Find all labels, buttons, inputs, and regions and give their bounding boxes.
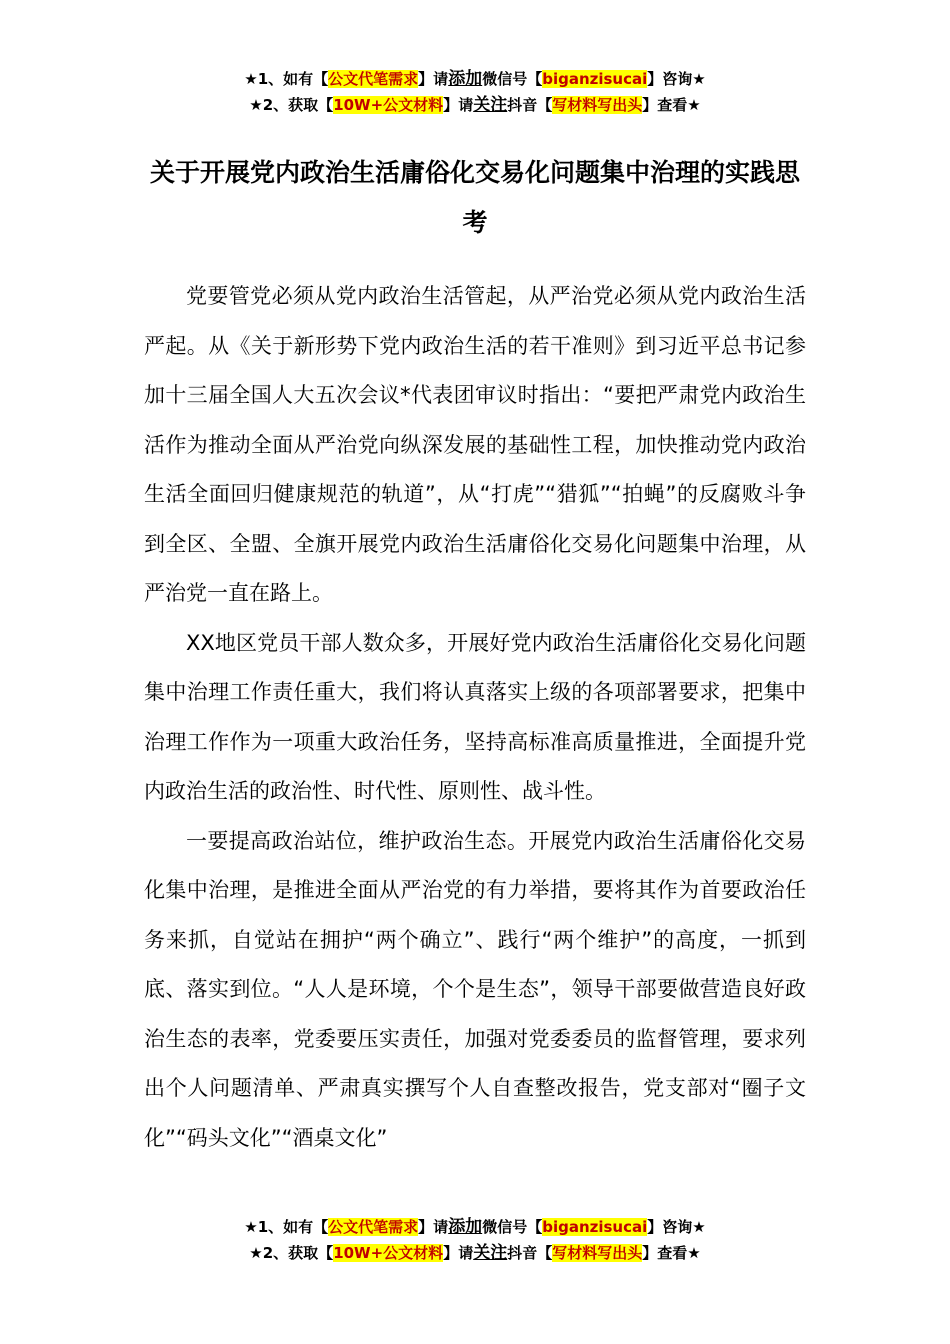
- highlight-materials: 10W+公文材料: [333, 1244, 444, 1262]
- paragraph: 党要管党必须从党内政治生活管起，从严治党必须从党内政治生活严起。从《关于新形势下党内政治生活的若干准则》到习近平总书记参加十三届全国人大五次会议*代表团审议时指出：“要把严肃党内政治生活作为推动全面从严治党向纵深发展的基础性工程，加快推动党内政治生活全面回归健康规范的轨道”，从“打虎”“猎狐”“拍蝇”的反腐败斗争到全区、全盟、全旗开展党内政治生活庸俗化交易化问题集中治理，从严治党一直在路上。: [144, 284, 806, 605]
- document-title: 关于开展党内政治生活庸俗化交易化问题集中治理的实践思考: [149, 158, 800, 237]
- highlight-materials: 10W+公文材料: [333, 96, 444, 114]
- highlight-douyin-account: 写材料写出头: [552, 1244, 643, 1262]
- highlight-ghostwriting: 公文代笔需求: [328, 1218, 419, 1236]
- footer-banner: [0, 1214, 950, 1266]
- banner-line-2: ★2、获取【10W+公文材料】请关注抖音【写材料写出头】查看★: [249, 95, 701, 115]
- banner-line-2: ★2、获取【10W+公文材料】请关注抖音【写材料写出头】查看★: [249, 1243, 701, 1263]
- header-banner: [0, 66, 950, 118]
- paragraph: XX地区党员干部人数众多，开展好党内政治生活庸俗化交易化问题集中治理工作责任重大，我们将认真落实上级的各项部署要求，把集中治理工作作为一项重大政治任务，坚持高标准高质量推进，全面提升党内政治生活的政治性、时代性、原则性、战斗性。: [144, 630, 806, 803]
- document-body: [144, 272, 806, 1163]
- highlight-ghostwriting: 公文代笔需求: [328, 70, 419, 88]
- highlight-wechat-id: biganzisucai: [542, 1218, 648, 1236]
- paragraph: 一要提高政治站位，维护政治生态。开展党内政治生活庸俗化交易化集中治理，是推进全面从严治党的有力举措，要将其作为首要政治任务来抓，自觉站在拥护“两个确立”、践行“两个维护”的高度，一抓到底、落实到位。“人人是环境，个个是生态”，领导干部要做营造良好政治生态的表率，党委要压实责任，加强对党委委员的监督管理，要求列出个人问题清单、严肃真实撰写个人自查整改报告，党支部对“圈子文化”“码头文化”“酒桌文化”: [144, 828, 806, 1150]
- banner-line-1: ★1、如有【公文代笔需求】请添加微信号【biganzisucai】咨询★: [244, 1217, 706, 1237]
- highlight-douyin-account: 写材料写出头: [552, 96, 643, 114]
- highlight-wechat-id: biganzisucai: [542, 70, 648, 88]
- banner-line-1: ★1、如有【公文代笔需求】请添加微信号【biganzisucai】咨询★: [244, 69, 706, 89]
